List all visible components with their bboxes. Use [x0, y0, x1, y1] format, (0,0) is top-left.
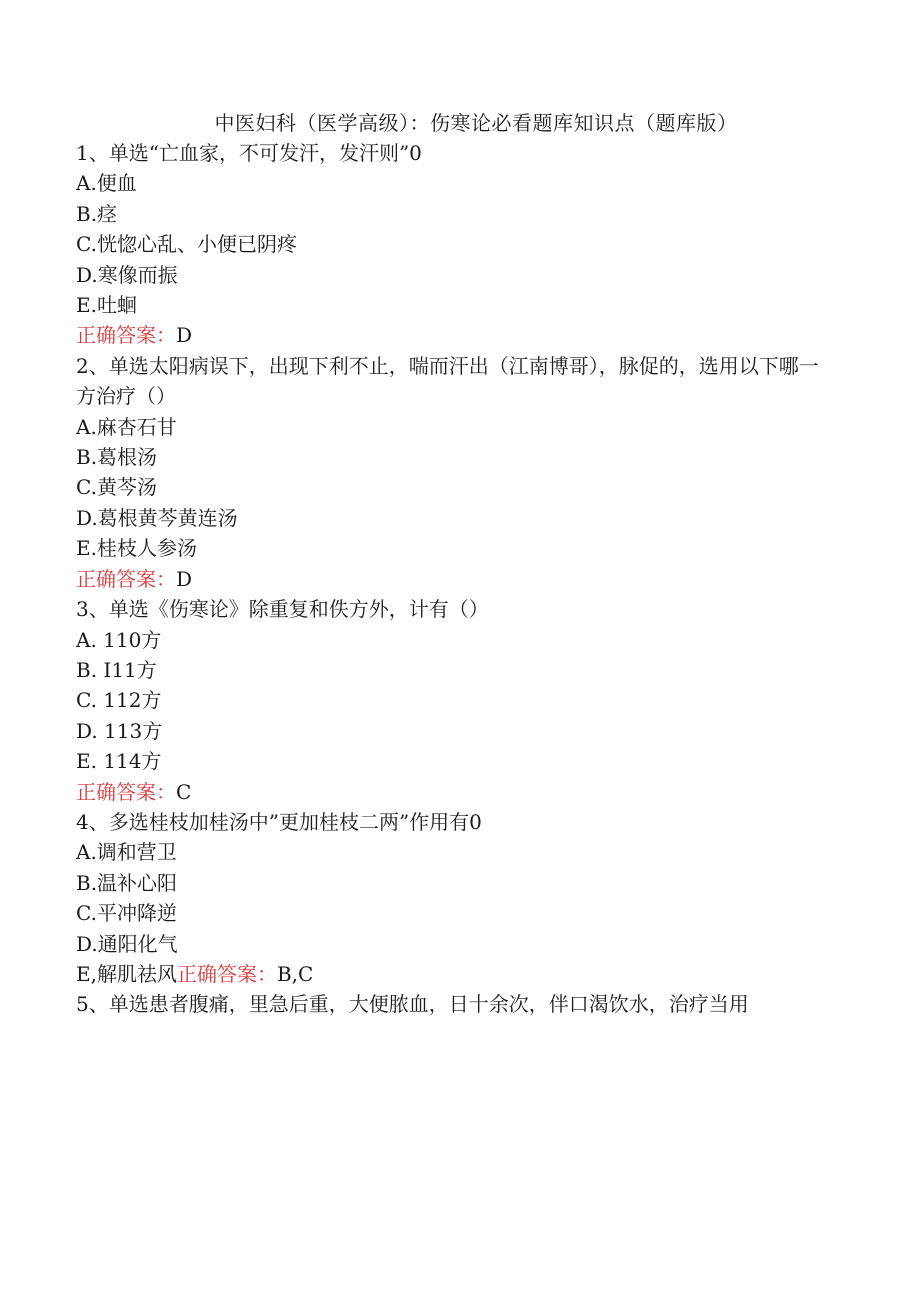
answer-value: C: [176, 779, 192, 804]
question-3: [76, 594, 836, 807]
document-page: [76, 108, 836, 1020]
answer-line: [76, 564, 836, 594]
option-e-with-answer: [76, 959, 836, 989]
question-2: [76, 351, 836, 594]
answer-label: 正确答案：: [76, 566, 176, 591]
answer-line: [76, 777, 836, 807]
option-e: E.吐蛔: [76, 293, 137, 318]
option-a: A. 110方: [76, 627, 162, 652]
option-c: C.恍惚心乱、小便已阴疼: [76, 232, 297, 257]
answer-label: 正确答案：: [76, 779, 176, 804]
option-a: A.调和营卫: [76, 840, 177, 865]
option-b: B.葛根汤: [76, 445, 158, 470]
question-stem: 5、单选患者腹痛，里急后重，大便脓血，日十余次，伴口渴饮水，治疗当用: [76, 992, 749, 1017]
question-1: [76, 138, 836, 351]
option-a: A.便血: [76, 171, 137, 196]
answer-value: D: [176, 323, 193, 348]
option-d: D.葛根黄芩黄连汤: [76, 505, 238, 530]
option-c: C.黄芩汤: [76, 475, 157, 500]
answer-value: D: [176, 566, 193, 591]
option-e: E.桂枝人参汤: [76, 536, 197, 561]
option-d: D.寒像而振: [76, 262, 178, 287]
answer-label: 正确答案：: [76, 323, 176, 348]
question-stem: 3、单选《伤寒论》除重复和佚方外，计有（）: [76, 597, 489, 622]
option-d: D.通阳化气: [76, 931, 178, 956]
option-a: A.麻杏石甘: [76, 414, 177, 439]
question-stem: 2、单选太阳病误下，出现下利不止，喘而汗出（江南博哥），脉促的，选用以下哪一方治疗（）: [76, 353, 819, 409]
question-stem: 4、多选桂枝加桂汤中”更加桂枝二两”作用有0: [76, 809, 482, 834]
option-b: B. I11方: [76, 657, 157, 682]
option-c: C. 112方: [76, 688, 162, 713]
question-4: [76, 807, 836, 989]
answer-value: B,C: [276, 961, 314, 986]
option-b: B.痉: [76, 201, 118, 226]
question-stem: 1、单选“亡血家，不可发汗，发汗则”0: [76, 141, 422, 165]
option-b: B.温补心阳: [76, 870, 178, 895]
option-c: C.平冲降逆: [76, 901, 177, 926]
question-5: [76, 989, 836, 1019]
answer-line: [76, 320, 836, 350]
document-title: 中医妇科（医学高级）：伤寒论必看题库知识点（题库版）: [214, 111, 738, 135]
option-d: D. 113方: [76, 718, 163, 743]
option-e: E,解肌祛风: [76, 961, 177, 986]
option-e: E. 114方: [76, 749, 162, 774]
answer-label: 正确答案：: [176, 961, 277, 986]
